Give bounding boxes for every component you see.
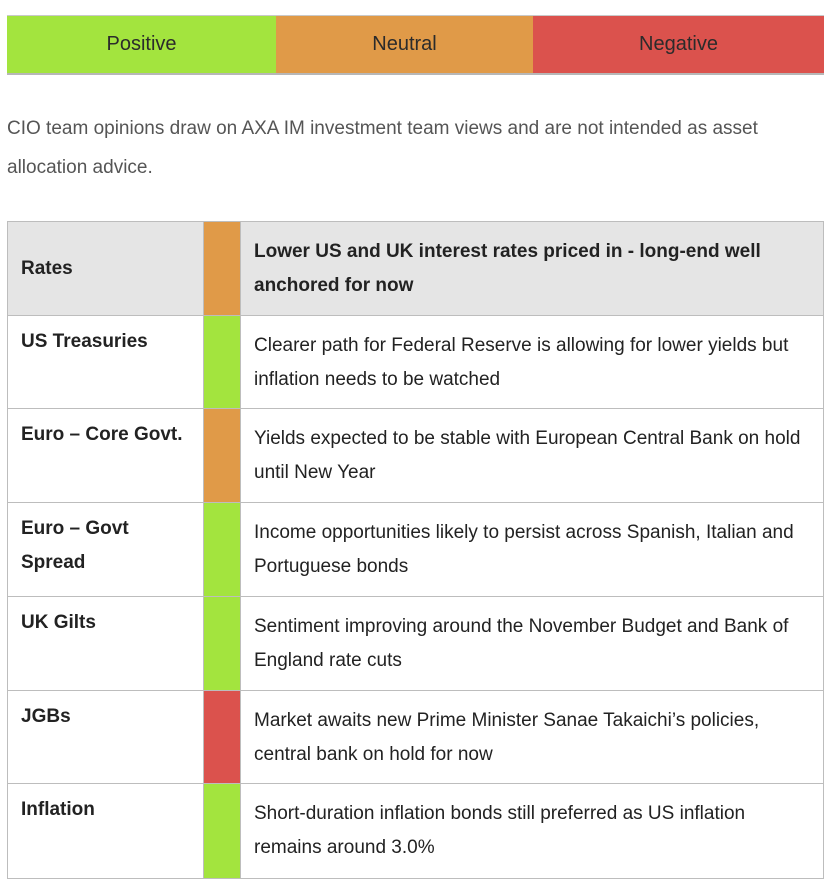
row-description: Sentiment improving around the November Budget and Bank of England rate cuts (241, 597, 824, 691)
row-name: JGBs (8, 691, 204, 784)
legend-negative: Negative (533, 16, 824, 73)
row-rating-swatch (204, 784, 241, 879)
header-name: Rates (8, 222, 204, 316)
row-name: Inflation (8, 784, 204, 879)
row-description: Income opportunities likely to persist across Spanish, Italian and Portuguese bonds (241, 503, 824, 597)
legend-neutral: Neutral (276, 16, 533, 73)
table-row (8, 316, 824, 409)
legend-positive: Positive (7, 16, 276, 73)
rates-table (7, 221, 824, 879)
table-row (8, 784, 824, 879)
table-row (8, 503, 824, 597)
row-rating-swatch (204, 503, 241, 597)
header-rating-swatch (204, 222, 241, 316)
row-name: US Treasuries (8, 316, 204, 409)
table-row (8, 691, 824, 784)
row-description: Clearer path for Federal Reserve is allowing for lower yields but inflation needs to be watched (241, 316, 824, 409)
row-name: Euro – Govt Spread (8, 503, 204, 597)
row-name: Euro – Core Govt. (8, 409, 204, 503)
row-rating-swatch (204, 691, 241, 784)
row-rating-swatch (204, 316, 241, 409)
intro-text: CIO team opinions draw on AXA IM investment team views and are not intended as asset allocation advice. (7, 118, 758, 178)
header-description: Lower US and UK interest rates priced in - long-end well anchored for now (241, 222, 824, 316)
row-rating-swatch (204, 409, 241, 503)
row-description: Market awaits new Prime Minister Sanae Takaichi’s policies, central bank on hold for now (241, 691, 824, 784)
row-description: Short-duration inflation bonds still preferred as US inflation remains around 3.0% (241, 784, 824, 879)
table-row (8, 597, 824, 691)
row-rating-swatch (204, 597, 241, 691)
row-description: Yields expected to be stable with European Central Bank on hold until New Year (241, 409, 824, 503)
rating-legend (7, 15, 824, 75)
table-row (8, 409, 824, 503)
table-header-row (8, 222, 824, 316)
row-name: UK Gilts (8, 597, 204, 691)
